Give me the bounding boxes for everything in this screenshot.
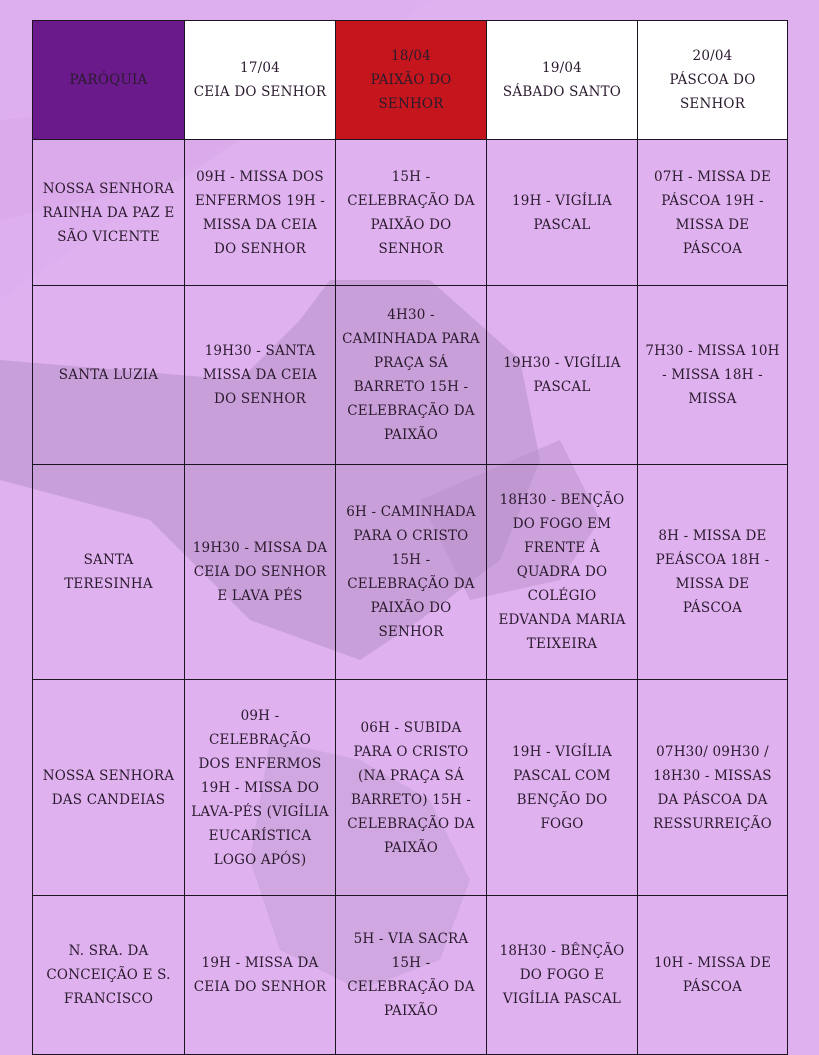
schedule-cell: 19H - VIGÍLIA PASCAL bbox=[487, 140, 638, 286]
schedule-cell: 6H - CAMINHADA PARA O CRISTO 15H - CELEBRAÇÃO DA PAIXÃO DO SENHOR bbox=[336, 465, 487, 680]
header-parish: PARÓQUIA bbox=[33, 21, 185, 140]
header-day-name: SÁBADO SANTO bbox=[502, 84, 622, 100]
schedule-cell: 7H30 - MISSA 10H - MISSA 18H - MISSA bbox=[638, 286, 788, 465]
header-date: 19/04 bbox=[542, 60, 582, 76]
header-day-name: PAIXÃO DO SENHOR bbox=[370, 72, 452, 112]
parish-cell: N. SRA. DA CONCEIÇÃO E S. FRANCISCO bbox=[33, 896, 185, 1055]
schedule-cell: 09H - CELEBRAÇÃO DOS ENFERMOS 19H - MISSA DO LAVA-PÉS (VIGÍLIA EUCARÍSTICA LOGO APÓS) bbox=[185, 680, 336, 896]
table-row bbox=[33, 140, 788, 286]
table-row bbox=[33, 680, 788, 896]
parish-cell: SANTA TERESINHA bbox=[33, 465, 185, 680]
holy-week-schedule-table bbox=[32, 20, 788, 1055]
schedule-cell: 19H30 - SANTA MISSA DA CEIA DO SENHOR bbox=[185, 286, 336, 465]
parish-cell: NOSSA SENHORA DAS CANDEIAS bbox=[33, 680, 185, 896]
schedule-cell: 06H - SUBIDA PARA O CRISTO (NA PRAÇA SÁ BARRETO) 15H - CELEBRAÇÃO DA PAIXÃO bbox=[336, 680, 487, 896]
header-day-thursday bbox=[185, 21, 336, 140]
schedule-cell: 4H30 - CAMINHADA PARA PRAÇA SÁ BARRETO 15H - CELEBRAÇÃO DA PAIXÃO bbox=[336, 286, 487, 465]
header-day-sunday bbox=[638, 21, 788, 140]
parish-cell: SANTA LUZIA bbox=[33, 286, 185, 465]
schedule-cell: 19H - VIGÍLIA PASCAL COM BENÇÃO DO FOGO bbox=[487, 680, 638, 896]
schedule-cell: 10H - MISSA DE PÁSCOA bbox=[638, 896, 788, 1055]
header-day-friday bbox=[336, 21, 487, 140]
parish-cell: NOSSA SENHORA RAINHA DA PAZ E SÃO VICENTE bbox=[33, 140, 185, 286]
schedule-cell: 15H - CELEBRAÇÃO DA PAIXÃO DO SENHOR bbox=[336, 140, 487, 286]
header-date: 18/04 bbox=[391, 48, 431, 64]
table-row bbox=[33, 896, 788, 1055]
schedule-cell: 5H - VIA SACRA 15H - CELEBRAÇÃO DA PAIXÃO bbox=[336, 896, 487, 1055]
header-row bbox=[33, 21, 788, 140]
header-day-name: PÁSCOA DO SENHOR bbox=[669, 72, 756, 112]
schedule-cell: 19H30 - MISSA DA CEIA DO SENHOR E LAVA PÉS bbox=[185, 465, 336, 680]
table-row bbox=[33, 286, 788, 465]
table-row bbox=[33, 465, 788, 680]
header-date: 20/04 bbox=[692, 48, 733, 64]
header-day-name: CEIA DO SENHOR bbox=[193, 84, 327, 100]
schedule-cell: 8H - MISSA DE PEÁSCOA 18H - MISSA DE PÁSCOA bbox=[638, 465, 788, 680]
schedule-cell: 19H - MISSA DA CEIA DO SENHOR bbox=[185, 896, 336, 1055]
schedule-cell: 09H - MISSA DOS ENFERMOS 19H - MISSA DA CEIA DO SENHOR bbox=[185, 140, 336, 286]
schedule-cell: 18H30 - BENÇÃO DO FOGO EM FRENTE À QUADRA DO COLÉGIO EDVANDA MARIA TEIXEIRA bbox=[487, 465, 638, 680]
schedule-cell: 19H30 - VIGÍLIA PASCAL bbox=[487, 286, 638, 465]
header-day-saturday bbox=[487, 21, 638, 140]
schedule-cell: 18H30 - BÊNÇÃO DO FOGO E VIGÍLIA PASCAL bbox=[487, 896, 638, 1055]
schedule-cell: 07H - MISSA DE PÁSCOA 19H - MISSA DE PÁSCOA bbox=[638, 140, 788, 286]
schedule-cell: 07H30/ 09H30 / 18H30 - MISSAS DA PÁSCOA DA RESSURREIÇÃO bbox=[638, 680, 788, 896]
header-date: 17/04 bbox=[240, 60, 280, 76]
